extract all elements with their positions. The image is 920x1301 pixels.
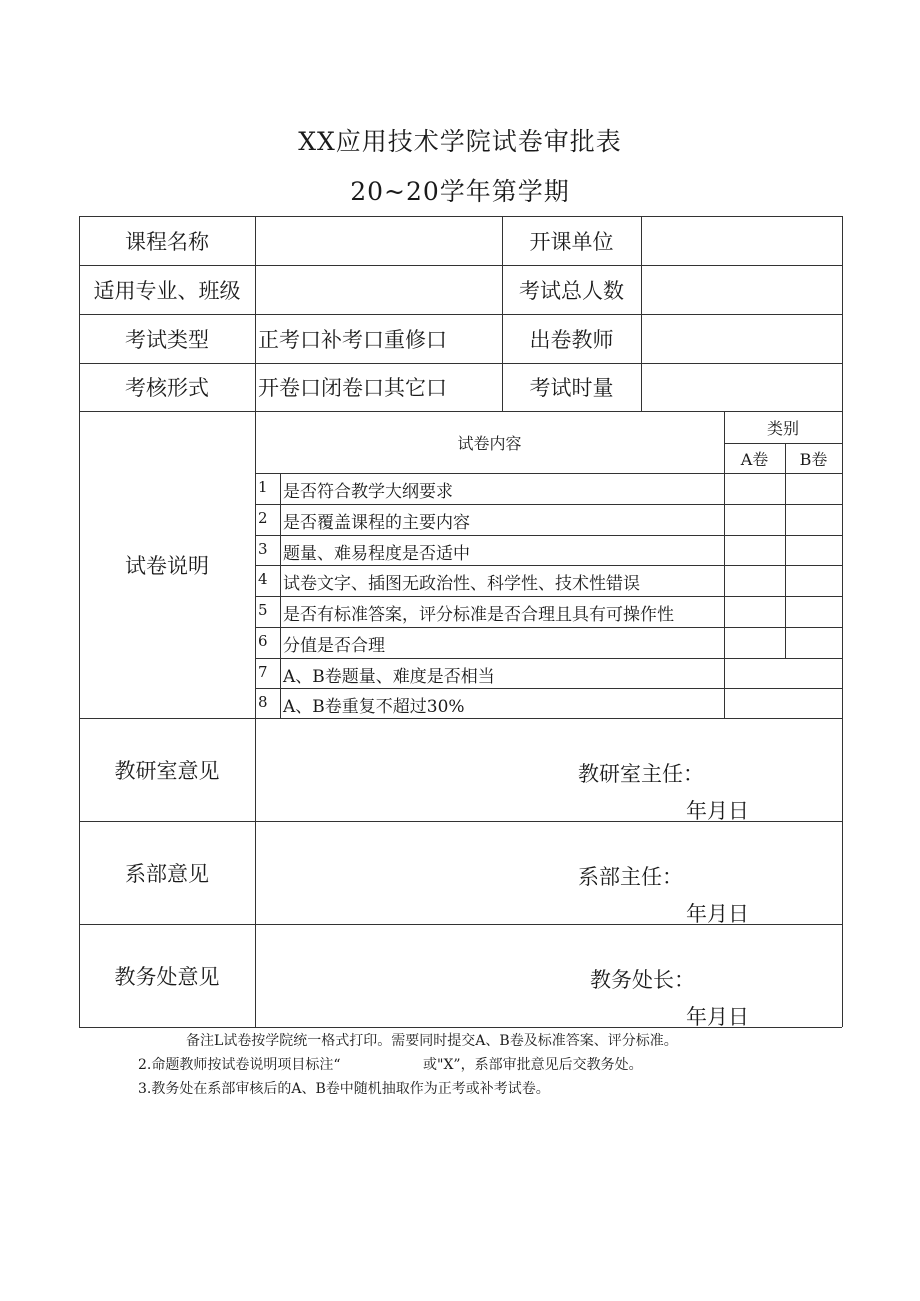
footnote-2b: 或"X”，系部审批意见后交教务处。 [423, 1057, 643, 1073]
form-subtitle: 20~20学年第学期 [350, 177, 570, 206]
paper-teacher-field[interactable] [644, 314, 842, 363]
paper-b-check-cell[interactable] [787, 566, 841, 595]
total-examinees-label: 考试总人数 [519, 278, 624, 303]
major-class-label: 适用专业、班级 [93, 278, 241, 303]
content-header: 试卷内容 [457, 433, 522, 453]
paper-a-check-cell[interactable] [726, 628, 784, 657]
item-text: 分值是否合理 [283, 636, 385, 656]
academic-affairs-opinion-label: 教务处意见 [114, 964, 220, 989]
academic-affairs-date-label: 年月日 [686, 1005, 749, 1029]
footnote-1: 备注L试卷按学院统一格式打印。需要同时提交A、B卷及标准答案、评分标准。 [186, 1033, 678, 1049]
category-header: 类别 [766, 418, 799, 438]
department-date-label: 年月日 [686, 902, 749, 926]
teaching-office-date-label: 年月日 [686, 799, 749, 823]
paper-ab-check-cell[interactable] [726, 659, 841, 687]
paper-a-header: A卷 [740, 449, 769, 469]
footnote-3: 3.教务处在系部审核后的A、B卷中随机抽取作为正考或补考试卷。 [138, 1081, 550, 1097]
paper-teacher-label: 出卷教师 [529, 327, 614, 352]
item-text: 试卷文字、插图无政治性、科学性、技术性错误 [283, 574, 640, 594]
item-text: 是否覆盖课程的主要内容 [283, 513, 470, 533]
paper-b-header: B卷 [799, 449, 828, 469]
teaching-office-signer-label: 教研室主任： [578, 762, 704, 786]
item-number: 6 [258, 632, 268, 650]
exam-type-label: 考试类型 [125, 327, 209, 352]
assessment-form-label: 考核形式 [125, 376, 209, 400]
item-text: 是否符合教学大纲要求 [283, 482, 453, 502]
item-number: 2 [258, 509, 268, 527]
teaching-office-opinion-label: 教研室意见 [114, 758, 220, 783]
paper-a-check-cell[interactable] [726, 505, 784, 534]
academic-affairs-opinion-field[interactable] [258, 927, 840, 1025]
paper-b-check-cell[interactable] [787, 597, 841, 626]
item-number: 3 [258, 540, 268, 558]
paper-b-check-cell[interactable] [787, 536, 841, 564]
exam-duration-field[interactable] [644, 363, 842, 411]
department-opinion-field[interactable] [258, 824, 840, 922]
item-number: 1 [258, 478, 268, 496]
course-name-label: 课程名称 [125, 229, 209, 254]
assessment-form-options[interactable]: 开卷口闭卷口其它口 [258, 376, 447, 400]
paper-b-check-cell[interactable] [787, 505, 841, 534]
paper-ab-check-cell[interactable] [726, 689, 841, 717]
footnote-2a: 2.命题教师按试卷说明项目标注“ [138, 1057, 341, 1073]
paper-a-check-cell[interactable] [726, 566, 784, 595]
offering-unit-label: 开课单位 [529, 229, 614, 254]
teaching-office-opinion-field[interactable] [258, 721, 840, 819]
exam-type-options[interactable]: 正考口补考口重修口 [258, 327, 447, 352]
course-name-field[interactable] [258, 216, 502, 265]
department-opinion-label: 系部意见 [125, 861, 209, 886]
item-text: A、B卷题量、难度是否相当 [283, 667, 495, 687]
item-number: 7 [258, 663, 268, 681]
major-class-field[interactable] [258, 265, 502, 314]
exam-notes-label: 试卷说明 [125, 553, 209, 578]
paper-b-check-cell[interactable] [787, 628, 841, 657]
item-text: 题量、难易程度是否适中 [283, 544, 470, 564]
total-examinees-field[interactable] [644, 265, 842, 314]
offering-unit-field[interactable] [644, 216, 842, 265]
paper-a-check-cell[interactable] [726, 474, 784, 503]
exam-duration-label: 考试时量 [529, 376, 614, 400]
item-number: 8 [258, 693, 268, 711]
academic-affairs-signer-label: 教务处长： [590, 968, 695, 992]
item-text: 是否有标准答案，评分标准是否合理且具有可操作性 [283, 605, 674, 625]
item-text: A、B卷重复不超过30% [283, 697, 465, 717]
item-number: 4 [258, 570, 268, 588]
form-title: XX应用技术学院试卷审批表 [298, 127, 622, 156]
paper-b-check-cell[interactable] [787, 474, 841, 503]
item-number: 5 [258, 601, 268, 619]
paper-a-check-cell[interactable] [726, 536, 784, 564]
paper-a-check-cell[interactable] [726, 597, 784, 626]
department-signer-label: 系部主任： [578, 865, 683, 889]
